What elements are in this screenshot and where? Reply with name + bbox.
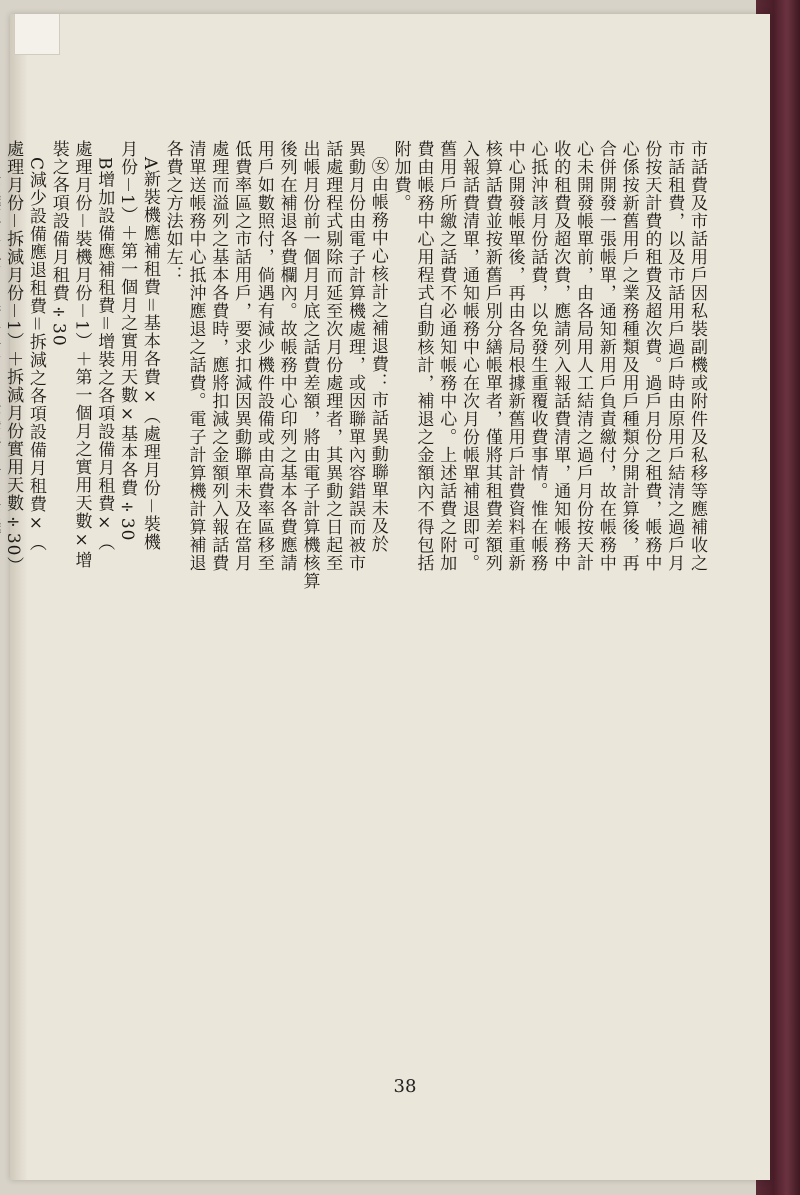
page-number: 38 [393, 1076, 417, 1097]
text-line: 出帳月份前一個月月底之話費差額，將由電子計算機核算 [299, 140, 320, 590]
text-line: 處理月份－裝機月份－1）＋第一個月之實用天數×增 [71, 140, 92, 569]
text-line: C減少設備應退租費＝拆減之各項設備月租費×（ [25, 157, 46, 553]
text-line: 異動月份由電子計算機處理，或因聯單內容錯誤而被市 [345, 140, 366, 572]
text-line: 心未開發帳單前，由各局用人工結清之過戶月份按天計 [573, 140, 594, 572]
vertical-text-body [3, 140, 708, 1050]
text-line: 市話費及市話用戶因私裝副機或附件及私移等應補收之 [687, 140, 707, 572]
text-line: A新裝機應補租費＝基本各費×（處理月份－裝機 [139, 157, 160, 552]
text-line: 月份－1）＋第一個月之實用天數×基本各費÷30 [117, 140, 138, 542]
text-line: 份按天計費的租費及超次費。過戶月份之租費，帳務中 [641, 140, 662, 572]
text-line: 處理月份－拆減月份－1）＋拆減月份實用天數÷30） [3, 140, 24, 575]
text-line: 清單送帳務中心抵沖應退之話費。電子計算機計算補退 [185, 140, 206, 572]
text-line: 市話租費，以及市話用戶過戶時由原用戶結清之過戶月 [664, 140, 685, 572]
text-line: 入報話費清單，通知帳務中心在次月份帳單補退即可。 [459, 140, 480, 572]
text-line: 各費之方法如左： [162, 140, 183, 284]
text-line: 中心開發帳單後，再由各局根據新舊用戶計費資料重新 [504, 140, 525, 572]
text-line: 附加費。 [390, 140, 411, 212]
text-line: 用戶如數照付，倘遇有減少機件設備或由高費率區移至 [253, 140, 274, 572]
text-line: 低費率區之市話用戶，要求扣減因異動聯單未及在當月 [231, 140, 252, 572]
text-line: 費由帳務中心用程式自動核計，補退之金額內不得包括 [413, 140, 434, 572]
text-line: 處理而溢列之基本各費時，應將扣減之金額列入報話費 [208, 140, 229, 572]
text-line: B增加設備應補租費＝增裝之各項設備月租費×（ [94, 157, 115, 552]
text-line: 核算話費並按新舊戶別分繕帳單者，僅將其租費差額列 [481, 140, 502, 572]
text-line: 後列在補退各費欄內。故帳務中心印列之基本各費應請 [276, 140, 297, 572]
text-line: 收的租費及超次費，應請列入報話費清單，通知帳務中 [550, 140, 571, 572]
text-line: 心係按新舊用戶之業務種類及用戶種類分開計算後，再 [618, 140, 639, 572]
text-line: 裝之各項設備月租費÷30 [48, 140, 69, 347]
text-line: 合併開發一張帳單，通知新用戶負責繳付，故在帳務中 [595, 140, 616, 572]
paper-tab [14, 14, 60, 55]
text-line: ㊛由帳務中心核計之補退費：市話異動聯單未及於 [367, 157, 388, 553]
text-line: 心抵沖該月份話費，以免發生重覆收費事情。惟在帳務 [527, 140, 548, 572]
text-line: 話處理程式剔除而延至次月份處理者，其異動之日起至 [322, 140, 343, 572]
text-line: 舊用戶所繳之話費不必通知帳務中心。上述話費之附加 [436, 140, 457, 572]
